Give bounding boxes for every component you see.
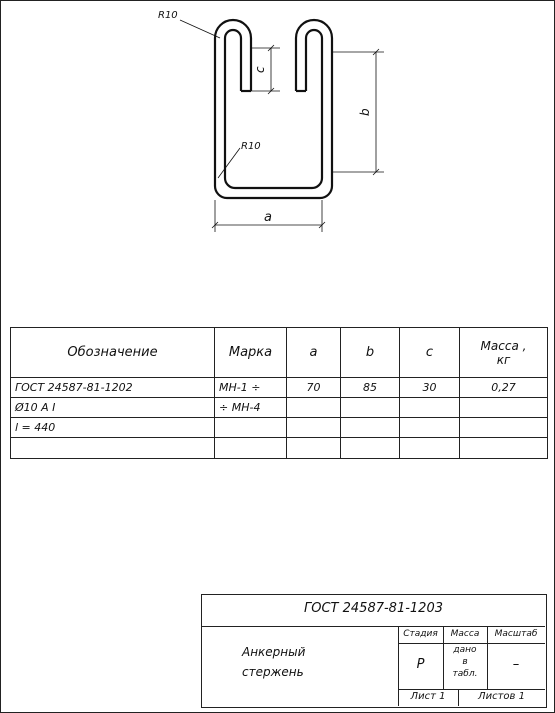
table-header-row — [11, 328, 548, 378]
title-block — [201, 594, 547, 708]
cell-a — [287, 438, 341, 459]
cell-mass — [460, 438, 548, 459]
cell-c — [400, 418, 460, 438]
rod-inner-contour — [225, 30, 322, 188]
cell-mass: 0,27 — [460, 378, 548, 398]
cell-a: 70 — [287, 378, 341, 398]
table-row — [11, 378, 548, 398]
mass-value-line3: табл. — [452, 669, 478, 679]
cell-mass — [460, 398, 548, 418]
header-designation: Обозначение — [11, 328, 215, 378]
sheets-label: Листов 1 — [478, 691, 525, 702]
mass-value-line2: в — [462, 657, 468, 667]
cell-designation: Ø10 А I — [11, 398, 215, 418]
divider — [398, 643, 545, 644]
cell-b — [341, 438, 400, 459]
cell-b — [341, 418, 400, 438]
document-name-line1: Анкерный — [242, 645, 306, 659]
cell-designation: ГОСТ 24587-81-1202 — [11, 378, 215, 398]
cell-c: 30 — [400, 378, 460, 398]
cell-c — [400, 398, 460, 418]
anchor-rod-drawing — [140, 0, 400, 240]
divider — [398, 689, 545, 690]
scale-value: – — [512, 657, 520, 672]
header-mass-line2: кг — [496, 352, 511, 367]
header-mass — [460, 328, 548, 378]
cell-b: 85 — [341, 378, 400, 398]
cell-mass — [460, 418, 548, 438]
radius-top-label: R10 — [158, 10, 178, 21]
table-row — [11, 418, 548, 438]
dimension-b-label: b — [358, 108, 372, 116]
cell-designation: l = 440 — [11, 418, 215, 438]
cell-designation — [11, 438, 215, 459]
divider — [202, 626, 545, 627]
cell-grade — [215, 438, 287, 459]
radius-bottom-label: R10 — [241, 141, 261, 152]
cell-grade — [215, 418, 287, 438]
stage-value: Р — [416, 657, 425, 672]
header-a: a — [287, 328, 341, 378]
header-grade: Марка — [215, 328, 287, 378]
cell-a — [287, 418, 341, 438]
mass-label: Масса — [450, 629, 480, 639]
header-b: b — [341, 328, 400, 378]
table-row — [11, 398, 548, 418]
document-name-line2: стержень — [242, 665, 304, 679]
header-c: c — [400, 328, 460, 378]
cell-grade: МН-1 ÷ — [215, 378, 287, 398]
cell-a — [287, 398, 341, 418]
cell-c — [400, 438, 460, 459]
cell-b — [341, 398, 400, 418]
stage-label: Стадия — [403, 629, 438, 639]
cell-grade: ÷ МН-4 — [215, 398, 287, 418]
specification-table — [10, 327, 548, 459]
dimension-c-label: c — [253, 66, 267, 73]
header-mass-line1: Масса , — [480, 338, 527, 353]
mass-value-line1: дано — [453, 645, 477, 655]
dimension-a-label: a — [264, 210, 272, 225]
rod-outer-contour — [215, 20, 332, 198]
sheet-label: Лист 1 — [410, 691, 446, 702]
table-row — [11, 438, 548, 459]
document-code: ГОСТ 24587-81-1203 — [304, 601, 443, 616]
scale-label: Масштаб — [494, 629, 538, 639]
